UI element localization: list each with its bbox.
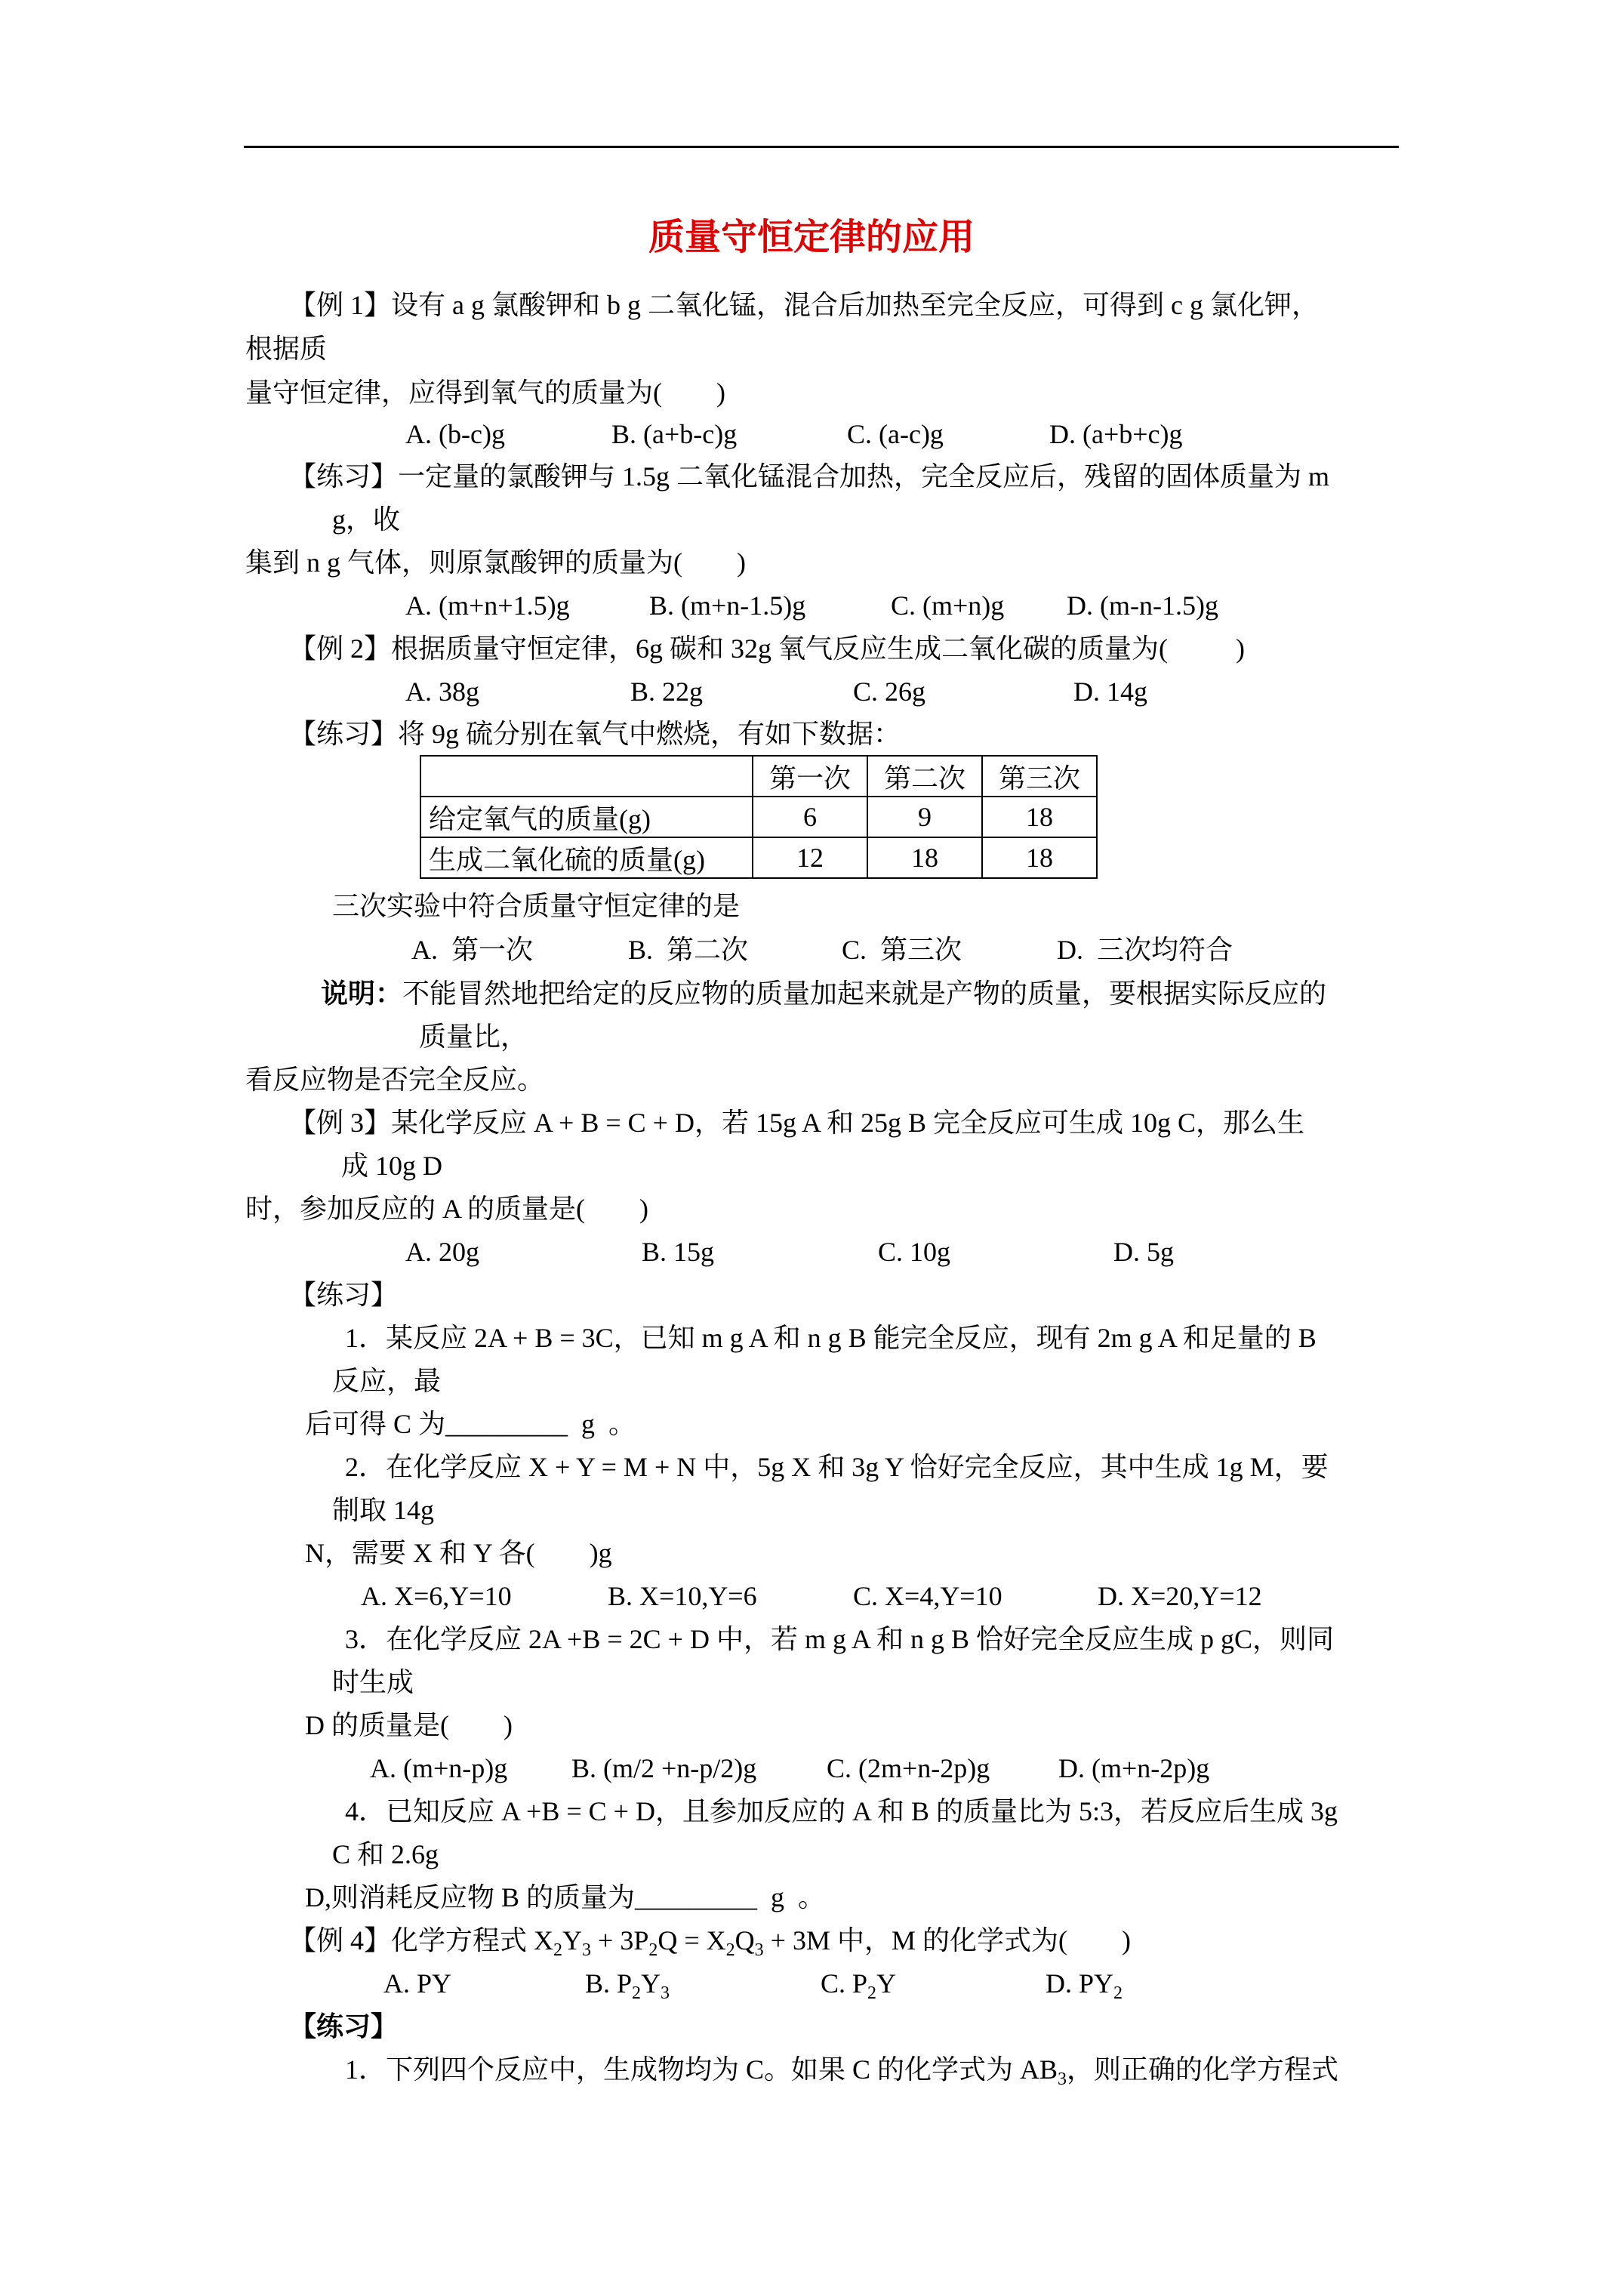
note-line2: 质量比， [419, 1022, 528, 1052]
prac3-q2-line2: 制取 14g [332, 1495, 435, 1525]
prac3-heading: 【练习】 [289, 1280, 399, 1310]
table-header-cell: 第三次 [982, 756, 1097, 797]
ex2-option-d: D. 14g [1073, 676, 1147, 707]
prac2-option-a: A. 第一次 [411, 935, 533, 965]
prac3-q3-line1: 3．在化学反应 2A +B = 2C + D 中，若 m g A 和 n g B 恰好完全反应生成 p gC，则同 [345, 1624, 1334, 1654]
prac3-q4-line2: C 和 2.6g [332, 1839, 439, 1869]
ex1-option-b: B. (a+b-c)g [611, 419, 738, 449]
prac3-q2-option-d: D. X=20,Y=12 [1098, 1581, 1262, 1611]
ex4-option-a: A. PY [383, 1968, 452, 1999]
ex4-suffix: 中，M 的化学式为( ) [830, 1925, 1131, 1955]
ex1-line3: 量守恒定律，应得到氧气的质量为( ) [245, 378, 725, 408]
ex3-option-d: D. 5g [1113, 1237, 1174, 1267]
ex4-option-d-text: D. PY [1046, 1968, 1114, 1999]
table-cell: 12 [753, 837, 867, 878]
ex1-option-a: A. (b-c)g [405, 419, 505, 449]
sulfur-data-table [420, 755, 1098, 879]
prac1-line2: g，收 [332, 504, 401, 535]
ex3-option-a: A. 20g [405, 1237, 479, 1267]
note-line3: 看反应物是否完全反应。 [245, 1065, 545, 1095]
ex4-prefix: 【例 4】化学方程式 [289, 1925, 534, 1955]
table-header-cell: 第一次 [753, 756, 867, 797]
prac3-q1-line2: 反应，最 [332, 1366, 442, 1396]
prac3-q3-line3: D 的质量是( ) [305, 1710, 513, 1740]
table-cell: 18 [982, 837, 1097, 878]
ex3-option-b: B. 15g [642, 1237, 715, 1267]
note-label: 说明： [321, 978, 403, 1009]
prac2-option-c: C. 第三次 [842, 935, 962, 965]
ex2-line1: 【例 2】根据质量守恒定律，6g 碳和 32g 氧气反应生成二氧化碳的质量为( ) [289, 633, 1245, 664]
table-row [420, 797, 1097, 837]
prac2-option-d: D. 三次均符合 [1057, 935, 1233, 965]
prac3-q4-line3: D,则消耗反应物 B 的质量为_________ g 。 [305, 1882, 826, 1912]
prac1-option-b: B. (m+n-1.5)g [649, 590, 806, 621]
prac3-q2-option-a: A. X=6,Y=10 [361, 1581, 512, 1611]
ex3-line1: 【例 3】某化学反应 A + B = C + D，若 15g A 和 25g B 完全反应可生成 10g C，那么生 [289, 1108, 1304, 1138]
prac3-q3-option-c: C. (2m+n-2p)g [827, 1753, 990, 1783]
prac4-heading: 【练习】 [289, 2011, 399, 2042]
prac2-line1: 【练习】将 9g 硫分别在氧气中燃烧，有如下数据： [289, 719, 901, 749]
ex3-line3: 时，参加反应的 A 的质量是( ) [245, 1194, 648, 1224]
table-cell: 6 [753, 797, 867, 837]
prac3-q3-option-d: D. (m+n-2p)g [1058, 1753, 1210, 1783]
ex3-option-c: C. 10g [878, 1237, 951, 1267]
ex4-option-d: D. $PY_2$ [1046, 1968, 1123, 2003]
prac3-q3-option-b: B. (m/2 +n-p/2)g [571, 1753, 757, 1783]
prac1-option-d: D. (m-n-1.5)g [1067, 590, 1218, 621]
prac3-q2-line1: 2．在化学反应 X + Y = M + N 中，5g X 和 3g Y 恰好完全反应，其中生成 1g M，要 [345, 1452, 1329, 1482]
note-line1: 不能冒然地把给定的反应物的质量加起来就是产物的质量，要根据实际反应的 [402, 978, 1327, 1009]
prac3-q1-line3: 后可得 C 为_________ g 。 [305, 1409, 636, 1439]
prac3-q3-option-a: A. (m+n-p)g [370, 1753, 508, 1783]
table-cell: 18 [982, 797, 1097, 837]
prac3-q4-line1: 4．已知反应 A +B = C + D，且参加反应的 A 和 B 的质量比为 5:3，若反应后生成 3g [345, 1796, 1338, 1826]
prac3-q2-option-c: C. X=4,Y=10 [853, 1581, 1002, 1611]
ex4-option-b: B. $P_2Y_3$ [585, 1968, 670, 2003]
prac4-q1: 1．下列四个反应中，生成物均为 C。如果 C 的化学式为 $AB_3$，则正确的化学方程式 [345, 2054, 1339, 2089]
table-cell: 生成二氧化硫的质量(g) [420, 837, 753, 878]
table-cell: 9 [867, 797, 982, 837]
prac3-q2-option-b: B. X=10,Y=6 [608, 1581, 757, 1611]
table-row [420, 837, 1097, 878]
prac3-q3-line2: 时生成 [332, 1667, 414, 1697]
prac3-q2-line3: N，需要 X 和 Y 各( )g [305, 1538, 612, 1568]
prac1-line3: 集到 n g 气体，则原氯酸钾的质量为( ) [245, 547, 746, 578]
prac3-q1-line1: 1．某反应 2A + B = 3C，已知 m g A 和 n g B 能完全反应，现有 2m g A 和足量的 B [345, 1323, 1317, 1353]
prac2-question: 三次实验中符合质量守恒定律的是 [332, 891, 741, 921]
header-rule [244, 146, 1399, 148]
ex4-line1 [289, 1924, 1131, 1960]
table-cell: 给定氧气的质量(g) [420, 797, 753, 837]
prac1-option-c: C. (m+n)g [891, 590, 1005, 621]
prac2-option-b: B. 第二次 [628, 935, 749, 965]
ex4-option-c: C. $P_2Y$ [821, 1968, 897, 2003]
page-title: 质量守恒定律的应用 [648, 217, 975, 257]
table-header-cell [420, 756, 753, 797]
ex2-option-b: B. 22g [630, 676, 704, 707]
ex1-line2: 根据质 [245, 334, 328, 364]
ex2-option-a: A. 38g [405, 676, 479, 707]
ex3-line2: 成 10g D [341, 1151, 442, 1181]
ex1-option-d: D. (a+b+c)g [1049, 419, 1183, 449]
table-header-cell: 第二次 [867, 756, 982, 797]
table-header-row [420, 756, 1097, 797]
ex4-equation: $X_2Y_3 + 3P_2Q = X_2Q_3 + 3M$ [534, 1925, 830, 1960]
prac4-q1-text: 1．下列四个反应中，生成物均为 C。如果 C 的化学式为 AB [345, 2054, 1058, 2085]
table-cell: 18 [867, 837, 982, 878]
ex2-option-c: C. 26g [853, 676, 926, 707]
ex1-line1: 【例 1】设有 a g 氯酸钾和 b g 二氧化锰，混合后加热至完全反应，可得到 c g 氯化钾， [289, 290, 1319, 320]
prac1-line1: 【练习】一定量的氯酸钾与 1.5g 二氧化锰混合加热，完全反应后，残留的固体质量为 m [289, 461, 1330, 492]
prac1-option-a: A. (m+n+1.5)g [405, 590, 570, 621]
ex1-option-c: C. (a-c)g [847, 419, 944, 449]
